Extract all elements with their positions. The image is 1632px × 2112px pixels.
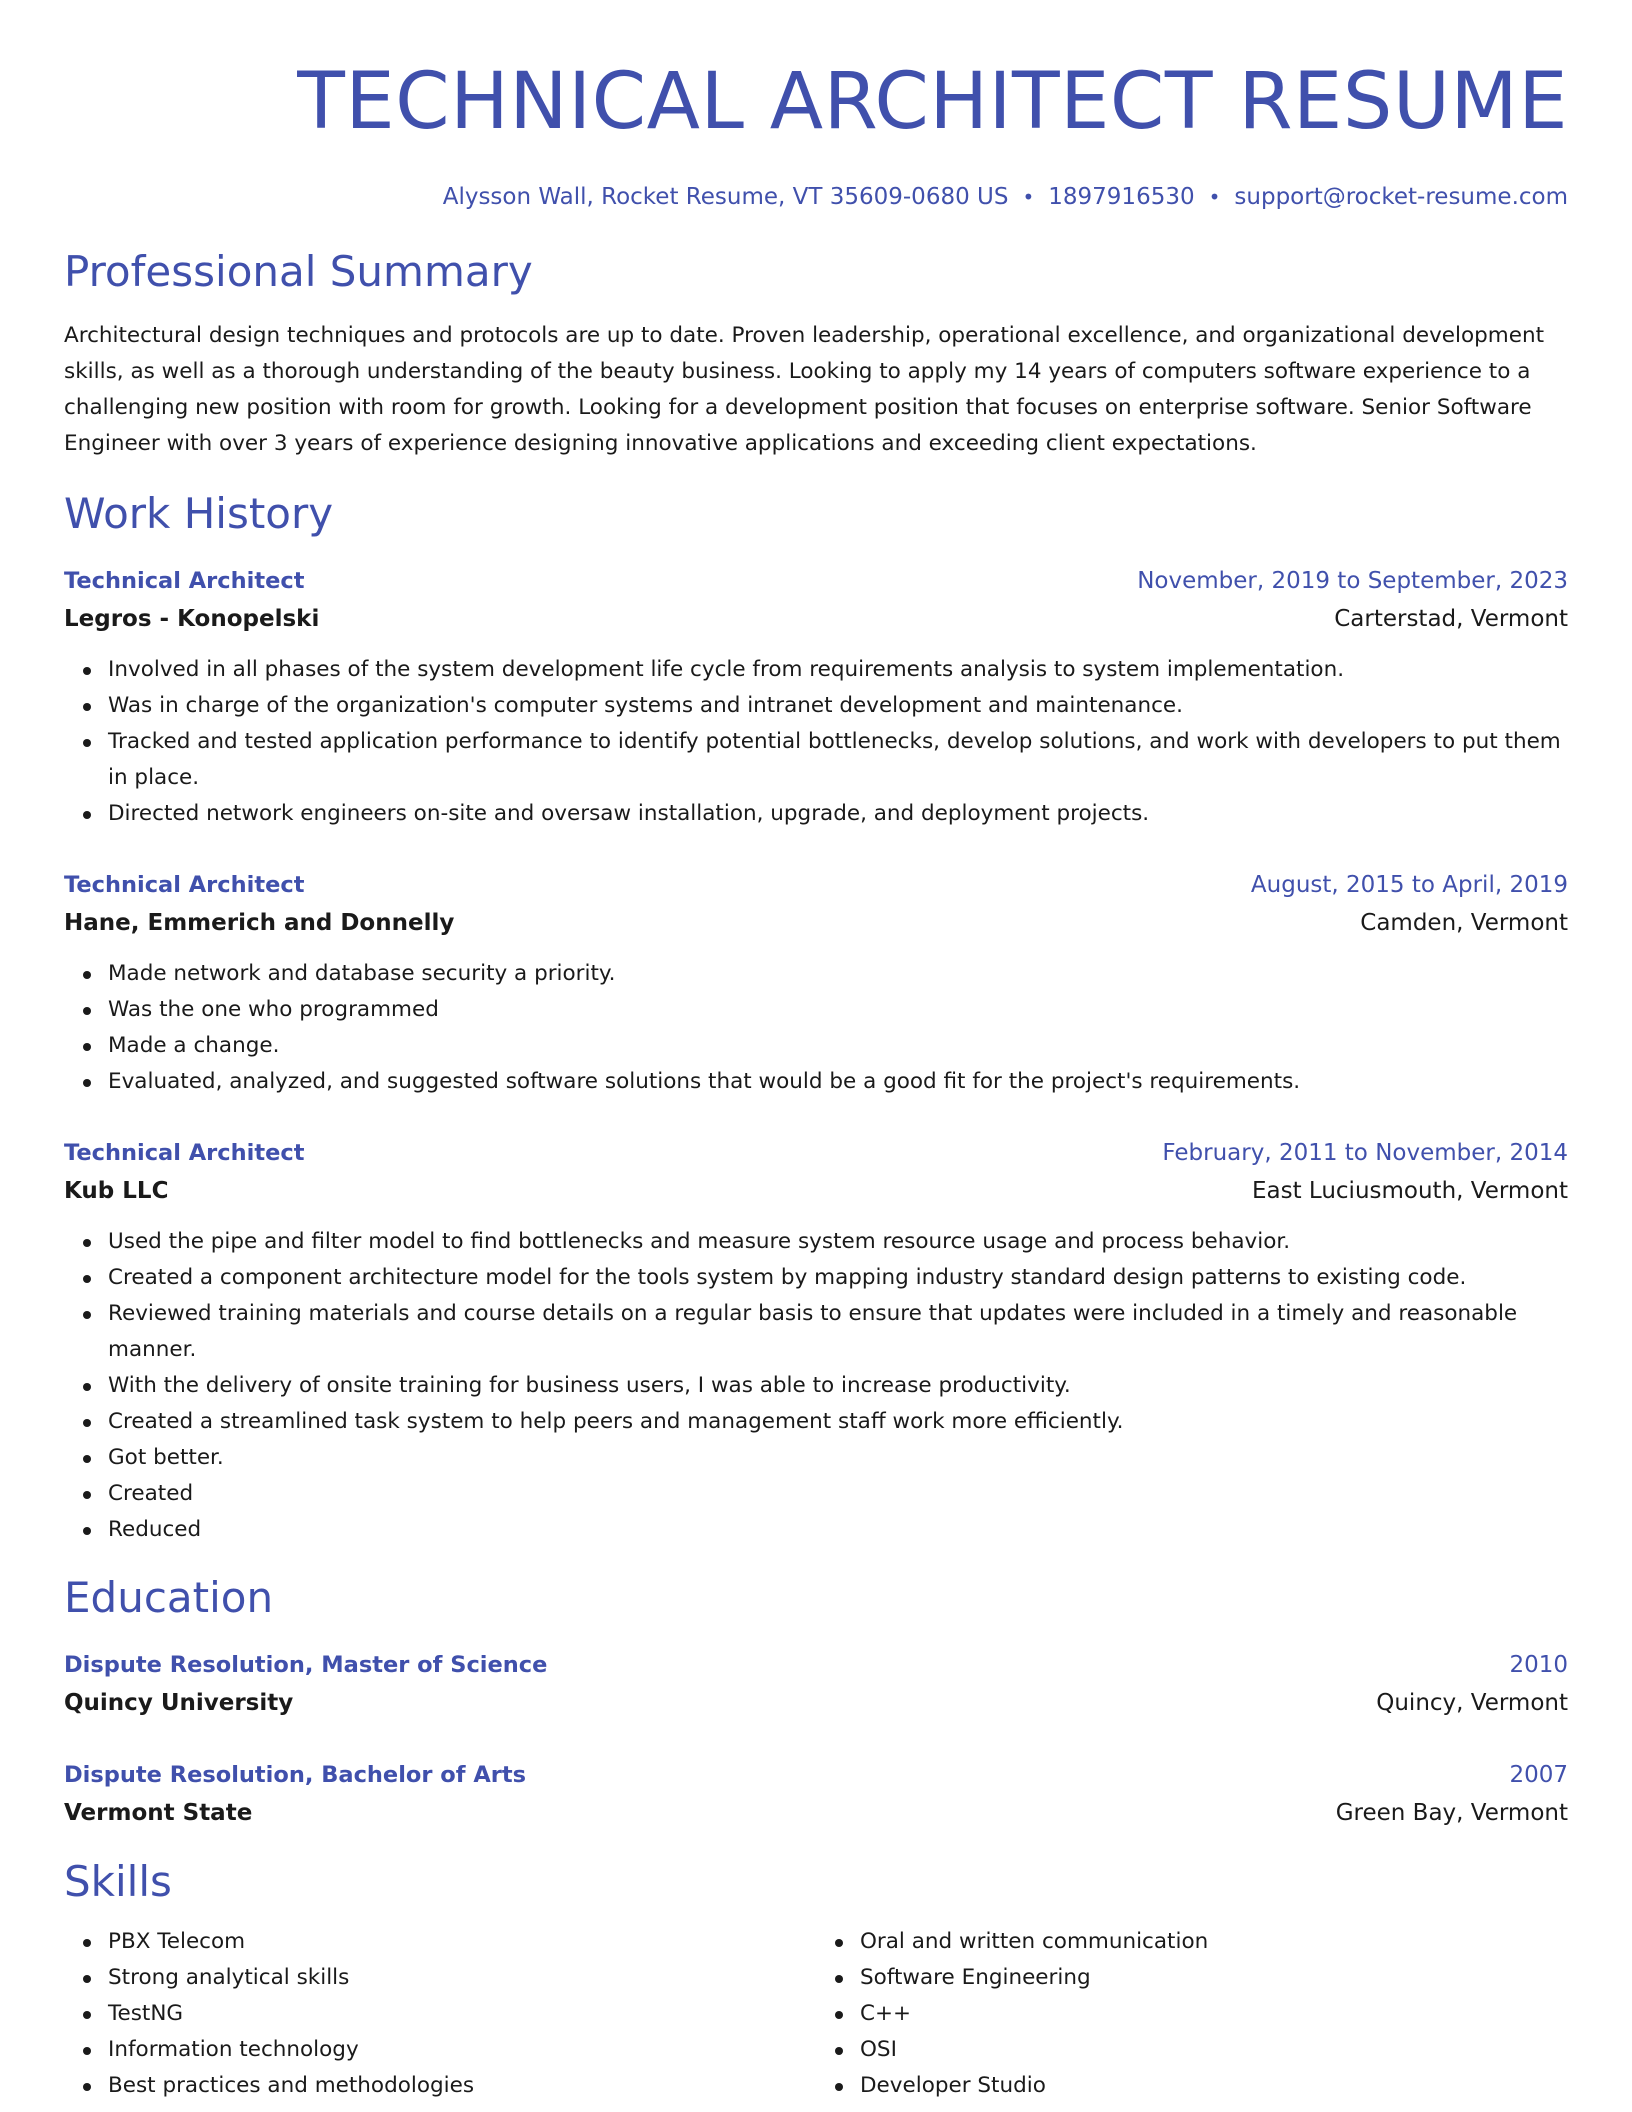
job-entry	[64, 562, 1568, 832]
skill-item: Oral and written communication	[860, 1924, 1568, 1960]
job-bullet: Made network and database security a priority.	[108, 956, 1568, 992]
summary-heading: Professional Summary	[64, 247, 533, 296]
job-bullet: Was in charge of the organization's computer systems and intranet development and maintenance.	[108, 688, 1568, 724]
job-location: Camden, Vermont	[1360, 910, 1568, 936]
education-entry	[64, 1756, 1568, 1832]
contact-line	[64, 180, 1568, 214]
education-school: Quincy University	[64, 1690, 294, 1716]
job-bullet: Reduced	[108, 1512, 1568, 1548]
job-bullet: Tracked and tested application performance to identify potential bottlenecks, develop solutions, and work with developers to put them in place.	[108, 724, 1568, 796]
skill-item: OSI	[860, 2032, 1568, 2068]
education-entry	[64, 1646, 1568, 1722]
job-bullet: Created a component architecture model for the tools system by mapping industry standard design patterns to existing code.	[108, 1260, 1568, 1296]
job-dates: November, 2019 to September, 2023	[1137, 568, 1568, 594]
job-role: Technical Architect	[64, 872, 305, 898]
work-history-heading: Work History	[64, 489, 334, 538]
skills-list-left	[64, 1924, 816, 2104]
resume-title: TECHNICAL ARCHITECT RESUME	[297, 57, 1568, 147]
job-company: Kub LLC	[64, 1178, 169, 1204]
contact-separator: •	[1022, 185, 1035, 209]
job-bullet: Reviewed training materials and course details on a regular basis to ensure that updates were included in a timely and reasonable manner.	[108, 1296, 1568, 1368]
job-bullet: Made a change.	[108, 1028, 1568, 1064]
job-bullet-list	[64, 956, 1568, 1100]
education-school-row	[64, 1684, 1568, 1722]
skills-heading: Skills	[64, 1857, 172, 1906]
skill-item: Information technology	[108, 2032, 816, 2068]
contact-address: Alysson Wall, Rocket Resume, VT 35609-0680 US	[442, 184, 1009, 210]
job-bullet-list	[64, 1224, 1568, 1548]
job-bullet: Directed network engineers on-site and oversaw installation, upgrade, and deployment projects.	[108, 796, 1568, 832]
contact-email[interactable]: support@rocket-resume.com	[1234, 184, 1568, 210]
job-header-row	[64, 1134, 1568, 1172]
job-entry	[64, 1134, 1568, 1548]
contact-phone: 1897916530	[1048, 184, 1195, 210]
resume-page	[64, 0, 1568, 2104]
job-company-row	[64, 904, 1568, 942]
job-role: Technical Architect	[64, 568, 305, 594]
job-company-row	[64, 600, 1568, 638]
skill-item: Best practices and methodologies	[108, 2068, 816, 2104]
skill-item: Developer Studio	[860, 2068, 1568, 2104]
skills-list-right	[816, 1924, 1568, 2104]
education-location: Quincy, Vermont	[1376, 1690, 1568, 1716]
education-year: 2010	[1509, 1652, 1568, 1678]
job-header-row	[64, 866, 1568, 904]
job-bullet: Got better.	[108, 1440, 1568, 1476]
education-school-row	[64, 1794, 1568, 1832]
skill-item: Strong analytical skills	[108, 1960, 816, 1996]
education-heading: Education	[64, 1573, 274, 1622]
skill-item: TestNG	[108, 1996, 816, 2032]
job-bullet: Created	[108, 1476, 1568, 1512]
job-bullet: Created a streamlined task system to help peers and management staff work more efficiently.	[108, 1404, 1568, 1440]
job-dates: August, 2015 to April, 2019	[1250, 872, 1568, 898]
job-company-row	[64, 1172, 1568, 1210]
education-header-row	[64, 1646, 1568, 1684]
contact-separator: •	[1208, 185, 1221, 209]
education-year: 2007	[1509, 1762, 1568, 1788]
job-bullet: Evaluated, analyzed, and suggested software solutions that would be a good fit for the project's requirements.	[108, 1064, 1568, 1100]
job-entry	[64, 866, 1568, 1100]
skills-grid	[64, 1924, 1568, 2104]
job-role: Technical Architect	[64, 1140, 305, 1166]
job-bullet: Involved in all phases of the system development life cycle from requirements analysis to system implementation.	[108, 652, 1568, 688]
job-company: Legros - Konopelski	[64, 606, 320, 632]
job-dates: February, 2011 to November, 2014	[1162, 1140, 1568, 1166]
education-header-row	[64, 1756, 1568, 1794]
job-bullet: With the delivery of onsite training for business users, I was able to increase productivity.	[108, 1368, 1568, 1404]
job-location: Carterstad, Vermont	[1334, 606, 1568, 632]
skill-item: Software Engineering	[860, 1960, 1568, 1996]
skill-item: C++	[860, 1996, 1568, 2032]
job-location: East Luciusmouth, Vermont	[1251, 1178, 1568, 1204]
education-location: Green Bay, Vermont	[1335, 1800, 1568, 1826]
job-company: Hane, Emmerich and Donnelly	[64, 910, 455, 936]
job-bullet: Was the one who programmed	[108, 992, 1568, 1028]
summary-text: Architectural design techniques and protocols are up to date. Proven leadership, operational excellence, and organizational development skills, as well as a thorough understanding of the beauty business. Looking to apply my 14 years of computers software experience to a challenging new position with room for growth. Looking for a development position that focuses on enterprise software. Senior Software Engineer with over 3 years of experience designing innovative applications and exceeding client expectations.	[64, 323, 1545, 456]
skill-item: PBX Telecom	[108, 1924, 816, 1960]
job-header-row	[64, 562, 1568, 600]
education-degree: Dispute Resolution, Bachelor of Arts	[64, 1762, 527, 1788]
job-bullet-list	[64, 652, 1568, 832]
education-degree: Dispute Resolution, Master of Science	[64, 1652, 548, 1678]
job-bullet: Used the pipe and filter model to find bottlenecks and measure system resource usage and process behavior.	[108, 1224, 1568, 1260]
education-school: Vermont State	[64, 1800, 253, 1826]
